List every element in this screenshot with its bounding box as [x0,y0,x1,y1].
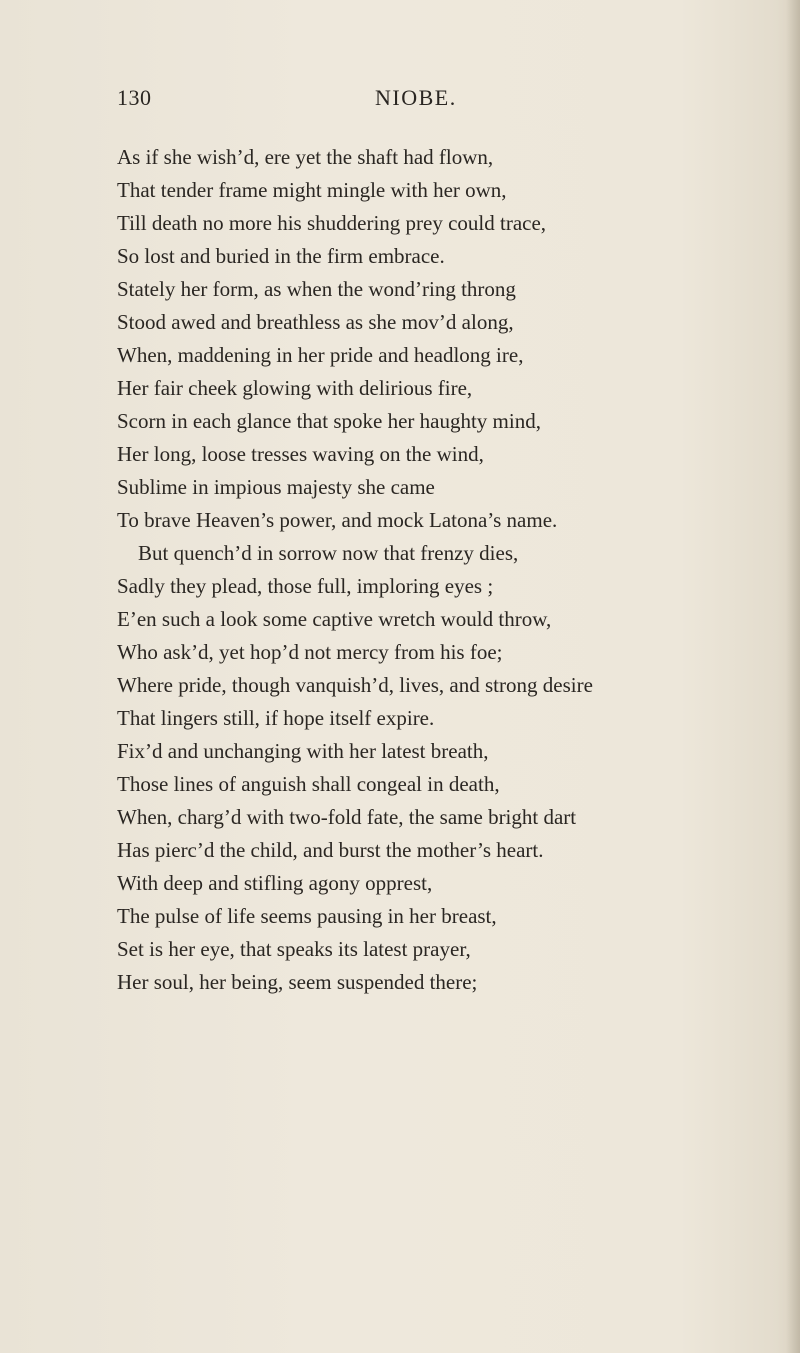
poem-line: E’en such a look some captive wretch would throw, [117,607,552,631]
poem-line: Fix’d and unchanging with her latest breath, [117,739,489,763]
page-edge-shadow [786,0,800,1353]
poem-line: Her soul, her being, seem suspended there; [117,970,478,994]
poem-line: That tender frame might mingle with her own, [117,178,507,202]
poem-line: The pulse of life seems pausing in her breast, [117,904,497,928]
page-header [0,85,800,115]
poem-line: As if she wish’d, ere yet the shaft had flown, [117,145,494,169]
poem-line: Scorn in each glance that spoke her haughty mind, [117,409,541,433]
poem-line: So lost and buried in the firm embrace. [117,244,445,268]
poem-line: To brave Heaven’s power, and mock Latona’s name. [117,508,558,532]
poem-line: When, maddening in her pride and headlong ire, [117,343,524,367]
poem-line: Those lines of anguish shall congeal in death, [117,772,500,796]
poem-line: Sadly they plead, those full, imploring eyes ; [117,574,494,598]
poem-line: Where pride, though vanquish’d, lives, and strong desire [117,673,593,697]
poem-line: That lingers still, if hope itself expire. [117,706,435,730]
poem-line: Has pierc’d the child, and burst the mother’s heart. [117,838,544,862]
poem-line: Her fair cheek glowing with delirious fire, [117,376,473,400]
poem-line: But quench’d in sorrow now that frenzy dies, [138,541,519,565]
poem-line: Sublime in impious majesty she came [117,475,435,499]
poem-line: Her long, loose tresses waving on the wind, [117,442,484,466]
poem-line: Set is her eye, that speaks its latest prayer, [117,937,471,961]
poem-line: With deep and stifling agony opprest, [117,871,433,895]
poem-line: When, charg’d with two-fold fate, the same bright dart [117,805,577,829]
page-number: 130 [117,85,152,110]
poem-line: Who ask’d, yet hop’d not mercy from his foe; [117,640,503,664]
poem-line: Stood awed and breathless as she mov’d along, [117,310,514,334]
running-title: NIOBE. [375,85,457,110]
poem-line: Till death no more his shuddering prey could trace, [117,211,547,235]
poem-line: Stately her form, as when the wond’ring throng [117,277,516,301]
